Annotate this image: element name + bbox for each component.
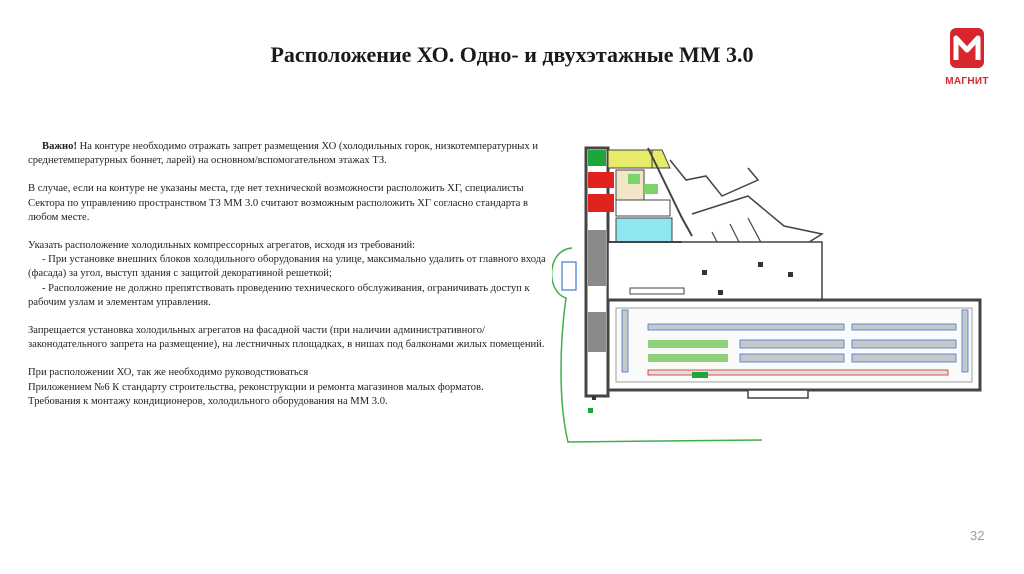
shelf-row-2 — [852, 324, 956, 330]
reference-line-2: Приложением №6 К стандарту строительства, реконструкции и ремонта магазинов малых форматов. — [28, 381, 484, 393]
paragraph-important — [28, 140, 552, 168]
paragraph-prohibition: Запрещается установка холодильных агрегатов на фасадной части (при наличии административного/законодательного запрета на размещение), на лестничных площадках, в нишах под балконами жилых помещений. — [28, 325, 545, 351]
logo-text: МАГНИТ — [945, 76, 989, 87]
room-yellow-wedge — [652, 150, 670, 168]
magnit-logo-mark — [936, 26, 998, 76]
compressors-rule-2: - Расположение не должно препятствовать проведению технического обслуживания, ограничивать доступ к рабочим узлам и элементам управления. — [28, 282, 530, 308]
room-red-2 — [588, 194, 614, 212]
hall-mark-1 — [702, 270, 707, 275]
corridor — [588, 230, 606, 286]
room-green-box — [628, 174, 640, 184]
room-cyan — [616, 218, 672, 242]
magnit-logo — [936, 26, 998, 96]
reference-line-3: Требования к монтажу кондиционеров, холодильного оборудования на ММ 3.0. — [28, 395, 388, 407]
paragraph-reference — [28, 366, 552, 409]
shelf-row-5 — [852, 340, 956, 348]
room-yellow — [608, 150, 652, 168]
wall-fridges — [622, 310, 628, 372]
page-number: 32 — [970, 528, 985, 543]
room-green-small — [588, 150, 606, 166]
shelf-row-4 — [740, 340, 844, 348]
paragraph-compressors — [28, 239, 552, 310]
lower-mark — [588, 408, 593, 413]
shelf-row-7 — [740, 354, 844, 362]
reference-line-1: При расположении ХО, так же необходимо руководствоваться — [28, 367, 309, 379]
lower-annex — [748, 390, 808, 398]
shelf-row-1 — [648, 324, 844, 330]
wall-fridges-right — [962, 310, 968, 372]
shelf-row-3 — [648, 340, 728, 348]
paragraph-places: В случае, если на контуре не указаны места, где нет технической возможности расположить ХГ, специалисты Сектора по управлению пространством ТЗ ММ 3.0 считают возможным расположить ХГ согласно стандарта в любом месте. — [28, 183, 528, 223]
shelf-row-6 — [648, 354, 728, 362]
compressors-intro: Указать расположение холодильных компрессорных агрегатов, исходя из требований: — [28, 240, 416, 252]
important-text: На контуре необходимо отражать запрет размещения ХО (холодильных горок, низкотемпературных и среднетемпературных боннет, ларей) на основном/вспомогательном этажах ТЗ. — [28, 141, 539, 167]
room-red-1 — [588, 172, 614, 188]
room-green-box-2 — [644, 184, 658, 194]
corridor-lower — [588, 312, 606, 352]
hall-item — [630, 288, 684, 294]
outdoor-unit — [562, 262, 576, 290]
lower-mark-2 — [592, 396, 596, 400]
compressors-rule-1: - При установке внешних блоков холодильного оборудования на улице, максимально удалить от главного входа (фасада) за угол, выступ здания с защитой декоративной решеткой; — [28, 254, 546, 280]
page-title: Расположение ХО. Одно- и двухэтажные ММ 3.0 — [270, 42, 754, 67]
checkout-green — [692, 372, 708, 378]
body-text — [28, 140, 552, 423]
entrance-wall — [670, 160, 758, 196]
shelf-row-8 — [852, 354, 956, 362]
hall-mark-4 — [718, 290, 723, 295]
floor-plan — [552, 140, 1002, 450]
hall-mark-2 — [758, 262, 763, 267]
room-white — [616, 200, 670, 216]
hall-mark-3 — [788, 272, 793, 277]
important-label: Важно! — [42, 141, 77, 152]
